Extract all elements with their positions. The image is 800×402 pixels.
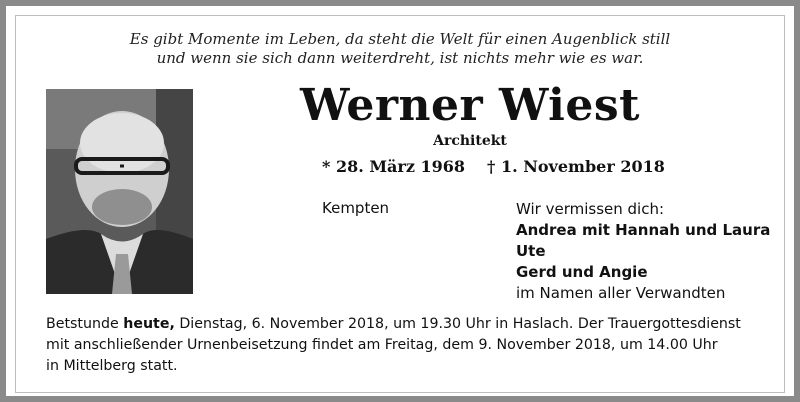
service-line-1-rest: Dienstag, 6. November 2018, um 19.30 Uhr in Haslach. Der Trauergottesdienst — [174, 316, 741, 332]
mourners-intro: Wir vermissen dich: — [516, 200, 665, 218]
mourners-closing: im Namen aller Verwandten — [516, 284, 726, 302]
service-line-3: in Mittelberg statt. — [46, 358, 178, 374]
life-dates — [322, 157, 665, 176]
service-line-2: mit anschließender Urnenbeisetzung findet am Freitag, dem 9. November 2018, um 14.00 Uhr — [46, 337, 718, 353]
residence-place: Kempten — [322, 199, 390, 217]
memorial-quote — [0, 30, 800, 68]
quote-line-1: Es gibt Momente im Leben, da steht die Welt für einen Augenblick still — [129, 30, 671, 48]
quote-line-2: und wenn sie sich dann weiterdreht, ist nichts mehr wie es war. — [156, 49, 644, 67]
mourner-name: Gerd und Angie — [516, 263, 648, 281]
portrait-photo — [46, 89, 193, 294]
birth-date: * 28. März 1968 — [322, 157, 466, 176]
service-prefix: Betstunde — [46, 316, 124, 332]
portrait-illustration — [46, 89, 193, 294]
mourners-list — [516, 199, 771, 304]
deceased-profession: Architekt — [433, 133, 507, 149]
service-announcement — [46, 314, 762, 377]
death-date: † 1. November 2018 — [487, 157, 665, 176]
mourner-name: Ute — [516, 242, 546, 260]
mourner-name: Andrea mit Hannah und Laura — [516, 221, 771, 239]
service-line-1 — [46, 314, 762, 335]
service-highlight: heute, — [123, 316, 175, 332]
deceased-name: Werner Wiest — [300, 80, 640, 131]
